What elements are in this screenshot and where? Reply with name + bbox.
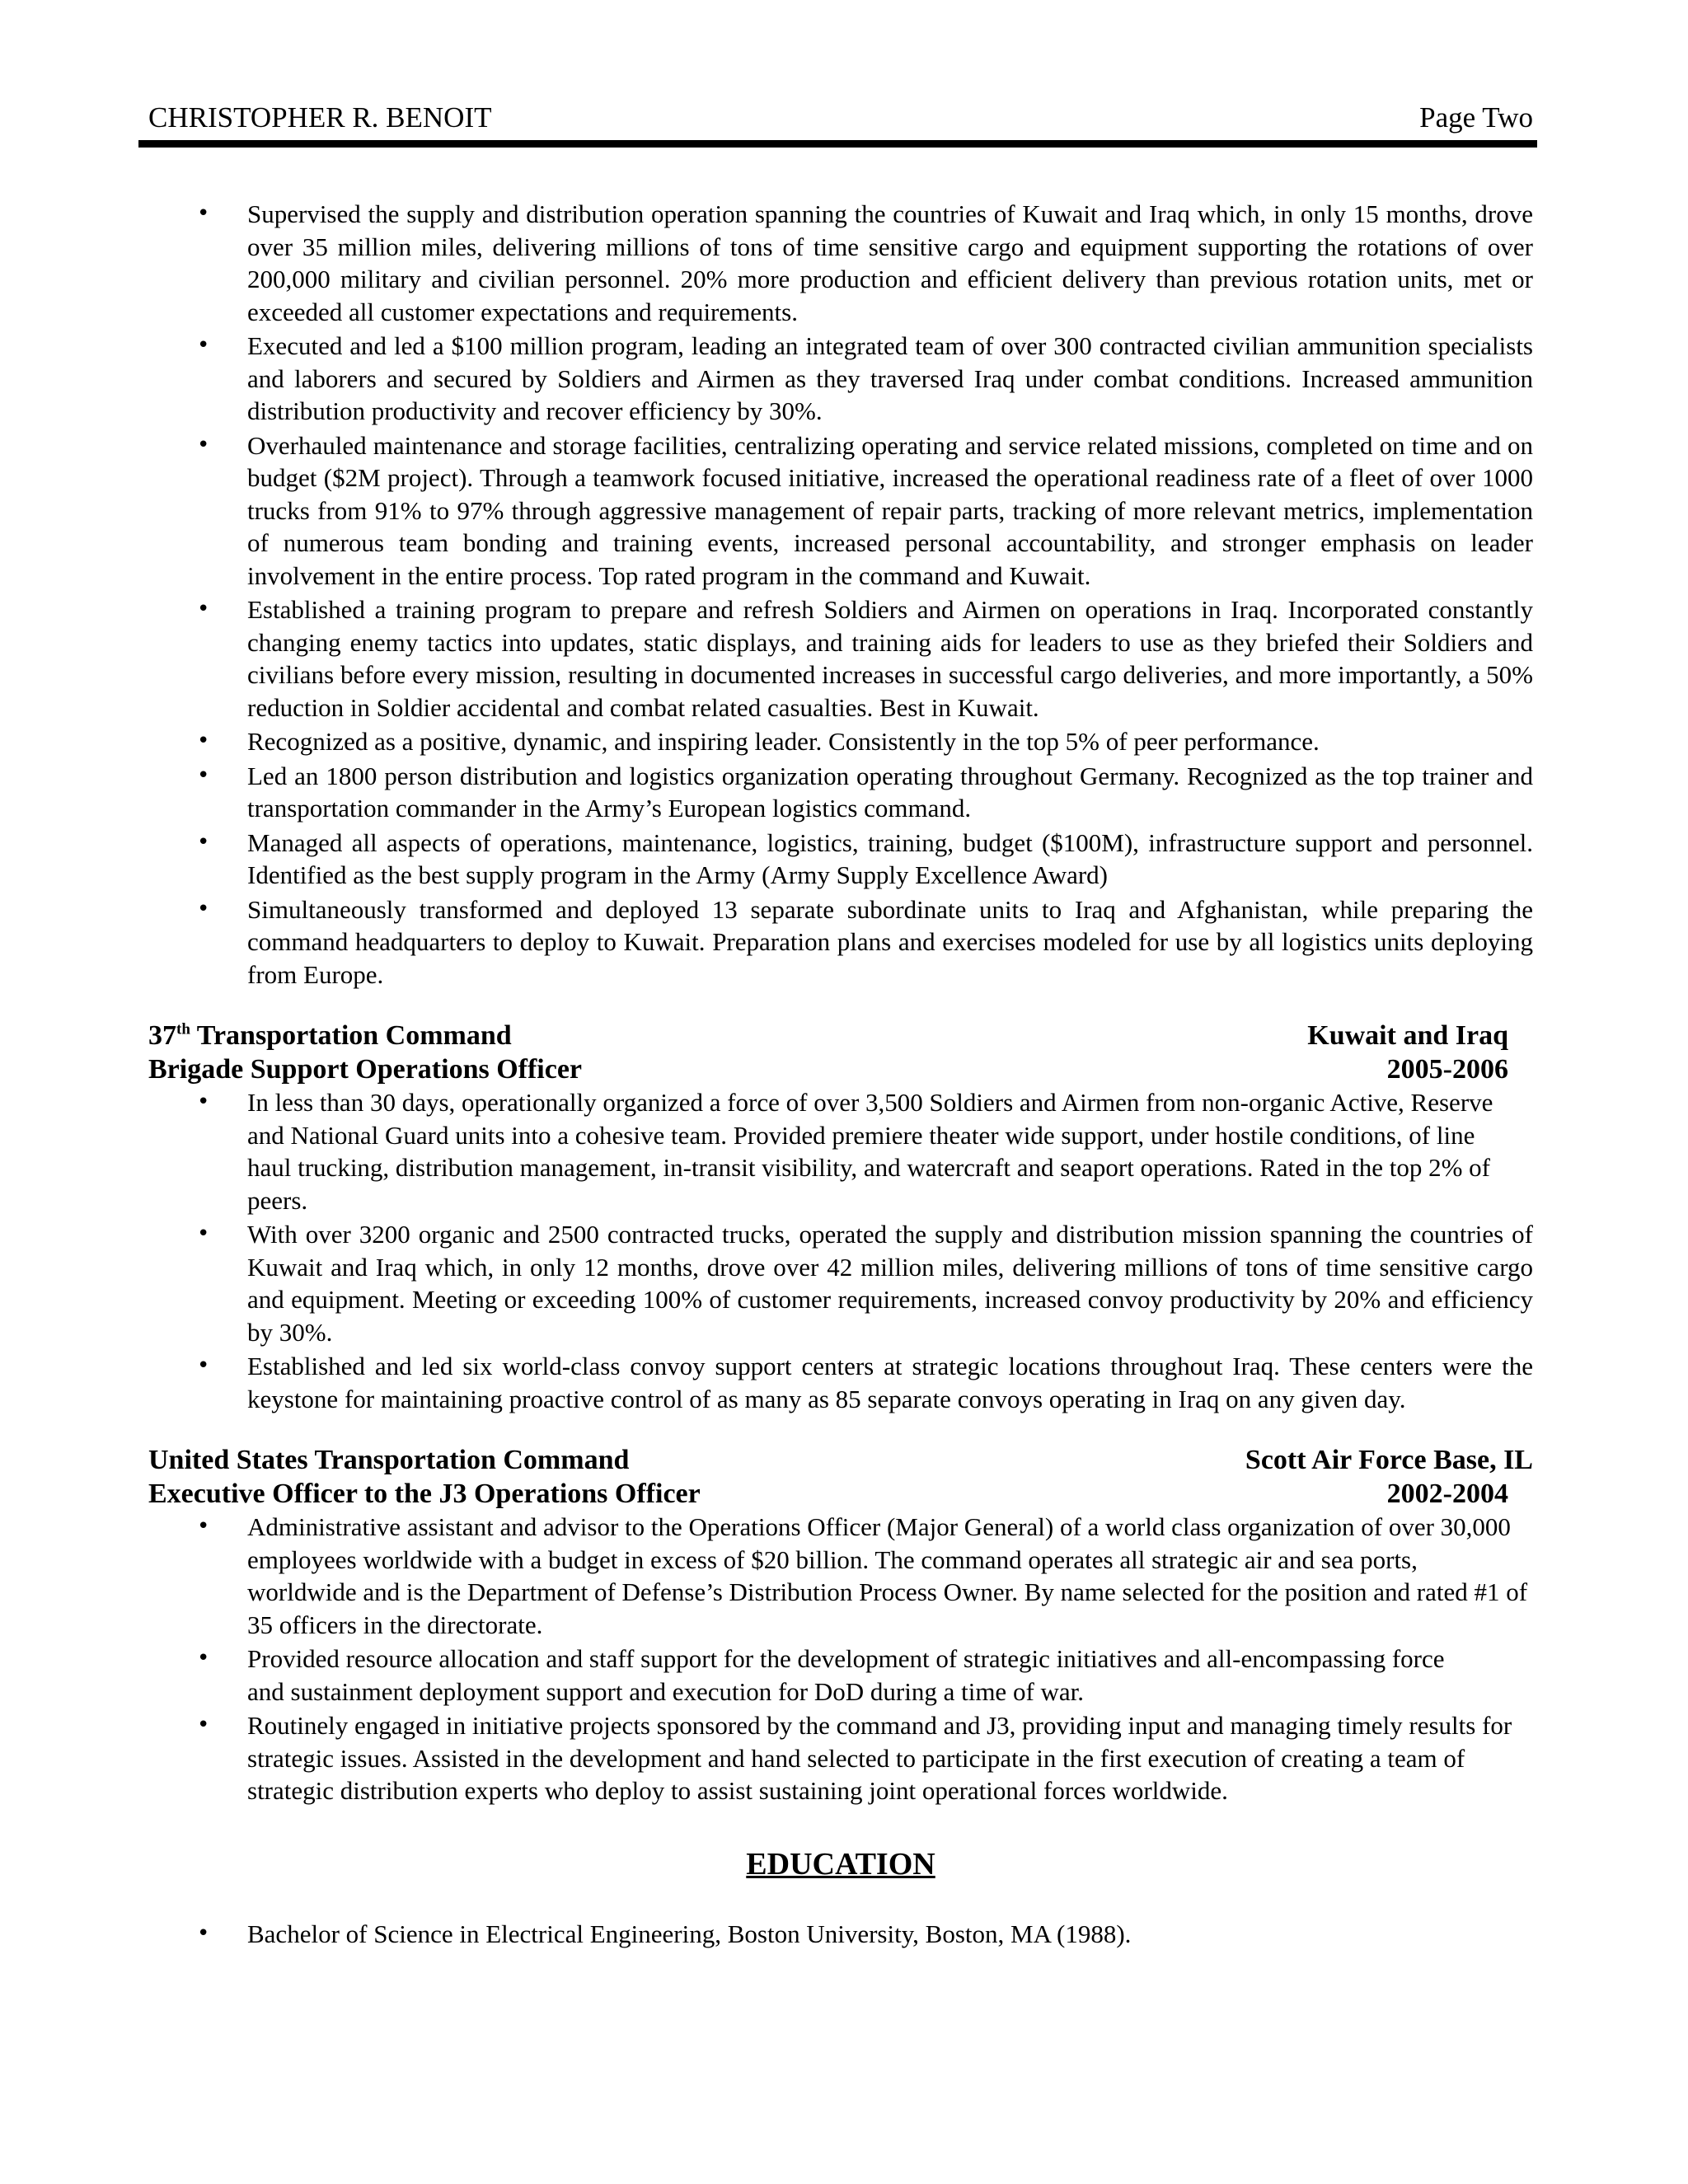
job-title-row	[148, 1477, 1533, 1511]
bullet-icon: •	[197, 762, 210, 788]
job-entry	[148, 1443, 1533, 1807]
list-item: • Managed all aspects of operations, maintenance, logistics, training, budget ($100M), infrastructure support and personnel. Identified as the best supply program in the Army (Army Supply Excellence Award)	[197, 827, 1533, 889]
list-item: • Established a training program to prepare and refresh Soldiers and Airmen on operations in Iraq. Incorporated constantly changing enemy tactics into updates, static displays, and training aids for leaders to use as they briefed their Soldiers and civilians before every mission, resulting in documented increases in successful cargo deliveries, and more importantly, a 50% reduction in Soldier accidental and combat related casualties. Best in Kuwait.	[197, 595, 1533, 722]
list-item: • Led an 1800 person distribution and logistics organization operating throughout Germany. Recognized as the top trainer and transportation commander in the Army’s European logistics command.	[197, 761, 1533, 823]
list-item: • Recognized as a positive, dynamic, and inspiring leader. Consistently in the top 5% of peer performance.	[148, 725, 1533, 758]
list-item: • Overhauled maintenance and storage facilities, centralizing operating and service related missions, completed on time and on budget ($2M project). Through a teamwork focused initiative, increased the operational readiness rate of a fleet of over 1000 trucks from 91% to 97% through aggressive management of repair parts, tracking of more relevant metrics, implementation of numerous team bonding and training events, increased personal accountability, and stronger emphasis on leader involvement in the entire process. Top rated program in the command and Kuwait.	[197, 430, 1533, 590]
page-number: Page Two	[1419, 101, 1533, 134]
list-item: • Executed and led a $100 million program, leading an integrated team of over 300 contracted civilian ammunition specialists and laborers and secured by Soldiers and Airmen as they traversed Iraq under combat conditions. Increased ammunition distribution productivity and recover efficiency by 30%.	[197, 331, 1533, 425]
list-item: • Administrative assistant and advisor to the Operations Officer (Major General) of a world class organization of over 30,000 employees worldwide with a budget in excess of $20 billion. The command operates all strategic air and sea ports, worldwide and is the Department of Defense’s Distribution Process Owner. By name selected for the position and rated #1 of 35 officers in the directorate.	[197, 1512, 1528, 1639]
bullet-icon: •	[197, 1353, 210, 1378]
job-organization: 37th Transportation Command	[148, 1020, 512, 1051]
bullet-icon: •	[197, 1514, 210, 1539]
resume-content	[148, 198, 1533, 1952]
job-location: Scott Air Force Base, IL	[1245, 1445, 1533, 1475]
job-org-row	[148, 1019, 1533, 1052]
list-item: • Bachelor of Science in Electrical Engineering, Boston University, Boston, MA (1988).	[148, 1918, 1533, 1951]
header-rule	[138, 140, 1537, 148]
continued-bullet-list	[148, 198, 1533, 991]
bullet-icon: •	[197, 333, 210, 358]
list-item: • Supervised the supply and distribution operation spanning the countries of Kuwait and Iraq which, in only 15 months, drove over 35 million miles, delivering millions of tons of time sensitive cargo and equipment supporting the rotations of over 200,000 military and civilian personnel. 20% more production and efficient delivery than previous rotation units, met or exceeded all customer expectations and requirements.	[197, 199, 1533, 326]
bullet-icon: •	[197, 201, 210, 226]
list-item: • With over 3200 organic and 2500 contracted trucks, operated the supply and distribution mission spanning the countries of Kuwait and Iraq which, in only 12 months, drove over 42 million miles, delivering millions of tons of time sensitive cargo and equipment. Meeting or exceeding 100% of customer requirements, increased convoy productivity by 20% and efficiency by 30%.	[197, 1220, 1533, 1347]
job-org-row	[148, 1443, 1533, 1477]
job-dates: 2005-2006	[1386, 1054, 1508, 1085]
job-title-row	[148, 1052, 1533, 1086]
bullet-icon: •	[197, 896, 210, 921]
page-header	[148, 97, 1533, 138]
bullet-icon: •	[197, 1221, 210, 1246]
bullet-icon: •	[197, 432, 210, 457]
list-item: • Simultaneously transformed and deployed 13 separate subordinate units to Iraq and Afghanistan, while preparing the command headquarters to deploy to Kuwait. Preparation plans and exercises modeled for use by all logistics units deploying from Europe.	[197, 894, 1533, 989]
job-entry	[148, 1019, 1533, 1415]
education-heading: EDUCATION	[746, 1846, 935, 1882]
bullet-icon: •	[197, 1646, 210, 1671]
bullet-icon: •	[197, 597, 210, 621]
job-title: Executive Officer to the J3 Operations Officer	[148, 1479, 701, 1509]
job-bullet-list	[148, 1511, 1533, 1807]
list-item: • Routinely engaged in initiative projects sponsored by the command and J3, providing input and managing timely results for strategic issues. Assisted in the development and hand selected to participate in the first execution of creating a team of strategic distribution experts who deploy to assist sustaining joint operational forces worldwide.	[197, 1711, 1512, 1805]
job-bullet-list	[148, 1086, 1533, 1415]
list-item: • Provided resource allocation and staff support for the development of strategic initiatives and all-encompassing force and sustainment deployment support and execution for DoD during a time of war.	[197, 1644, 1445, 1706]
bullet-icon: •	[197, 829, 210, 855]
bullet-icon: •	[197, 729, 210, 753]
list-item: • Established and led six world-class convoy support centers at strategic locations throughout Iraq. These centers were the keystone for maintaining proactive control of as many as 85 separate convoys operating in Iraq on any given day.	[197, 1352, 1533, 1413]
bullet-icon: •	[197, 1713, 210, 1737]
candidate-name: CHRISTOPHER R. BENOIT	[148, 101, 492, 134]
job-dates: 2002-2004	[1386, 1479, 1508, 1509]
job-organization: United States Transportation Command	[148, 1445, 630, 1475]
bullet-icon: •	[197, 1920, 210, 1946]
job-title: Brigade Support Operations Officer	[148, 1054, 583, 1085]
list-item: • In less than 30 days, operationally organized a force of over 3,500 Soldiers and Airmen from non-organic Active, Reserve and National Guard units into a cohesive team. Provided premiere theater wide support, under hostile conditions, of line haul trucking, distribution management, in-transit visibility, and watercraft and seaport operations. Rated in the top 2% of peers.	[197, 1088, 1493, 1215]
bullet-icon: •	[197, 1090, 210, 1114]
job-location: Kuwait and Iraq	[1307, 1020, 1508, 1051]
education-list	[148, 1918, 1533, 1951]
